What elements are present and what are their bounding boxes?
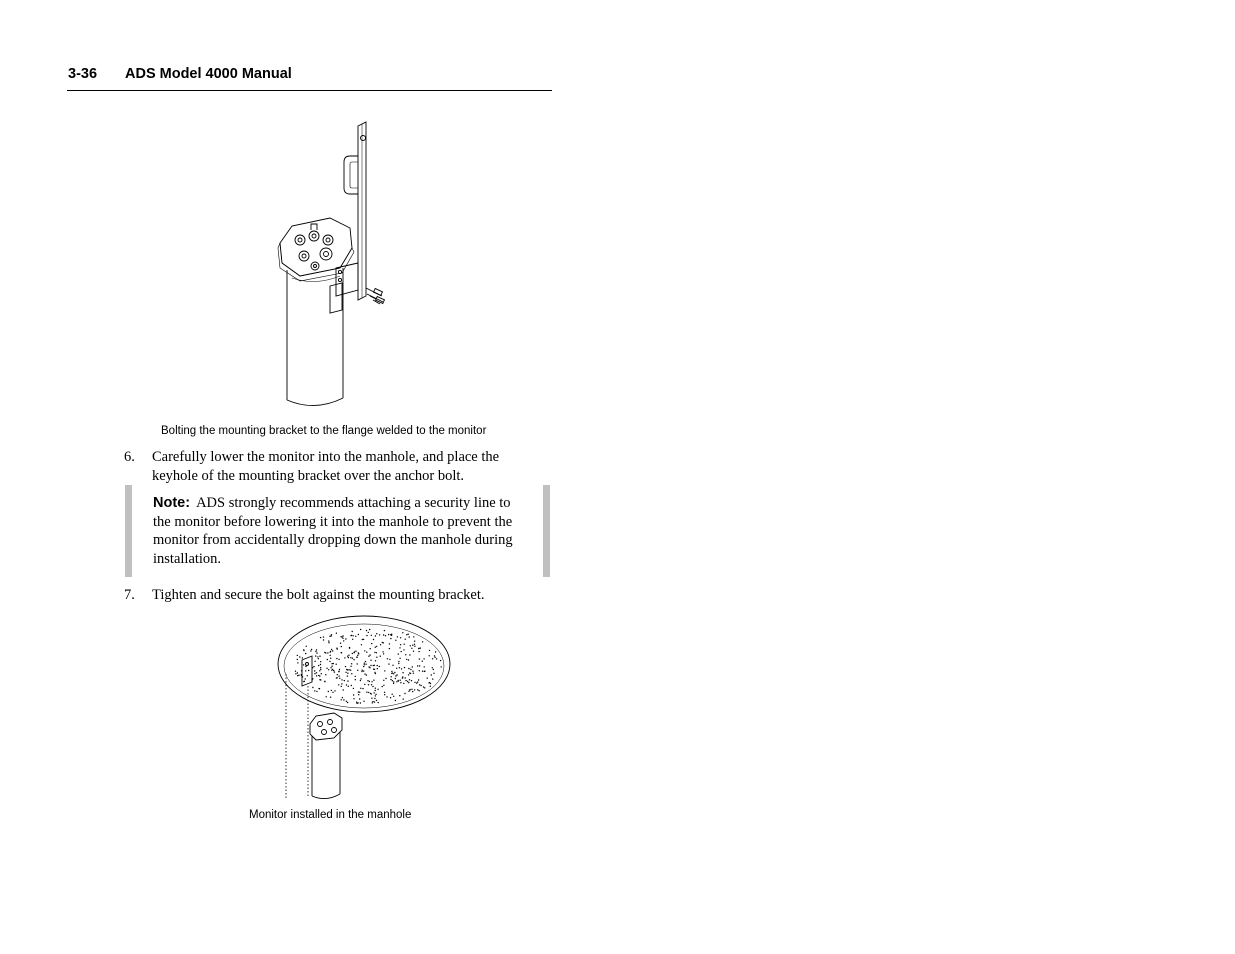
step-number: 6. [124,449,135,465]
note-bar-left [125,485,132,577]
page-header [67,66,552,91]
note-text: ADS strongly recommends attaching a security line to the monitor before lowering it into the manhole to prevent the monitor from accidentally dropping down the manhole during installation. [153,495,513,567]
step-text: Carefully lower the monitor into the manhole, and place the keyhole of the mounting bracket over the anchor bolt. [152,449,500,484]
figure-caption: Bolting the mounting bracket to the flange welded to the monitor [161,425,487,437]
manhole-figure [276,612,456,800]
manual-title: ADS Model 4000 Manual [125,66,292,82]
note-bar-right [543,485,550,577]
figure-caption: Monitor installed in the manhole [249,809,412,821]
instruction-step [124,448,544,488]
step-text: Tighten and secure the bolt against the mounting bracket. [152,587,485,603]
bracket-figure [270,118,395,410]
page-number: 3-36 [68,66,98,82]
instruction-step [124,586,544,606]
step-number: 7. [124,587,135,603]
note-label: Note: [153,495,191,511]
note-box [153,494,523,568]
